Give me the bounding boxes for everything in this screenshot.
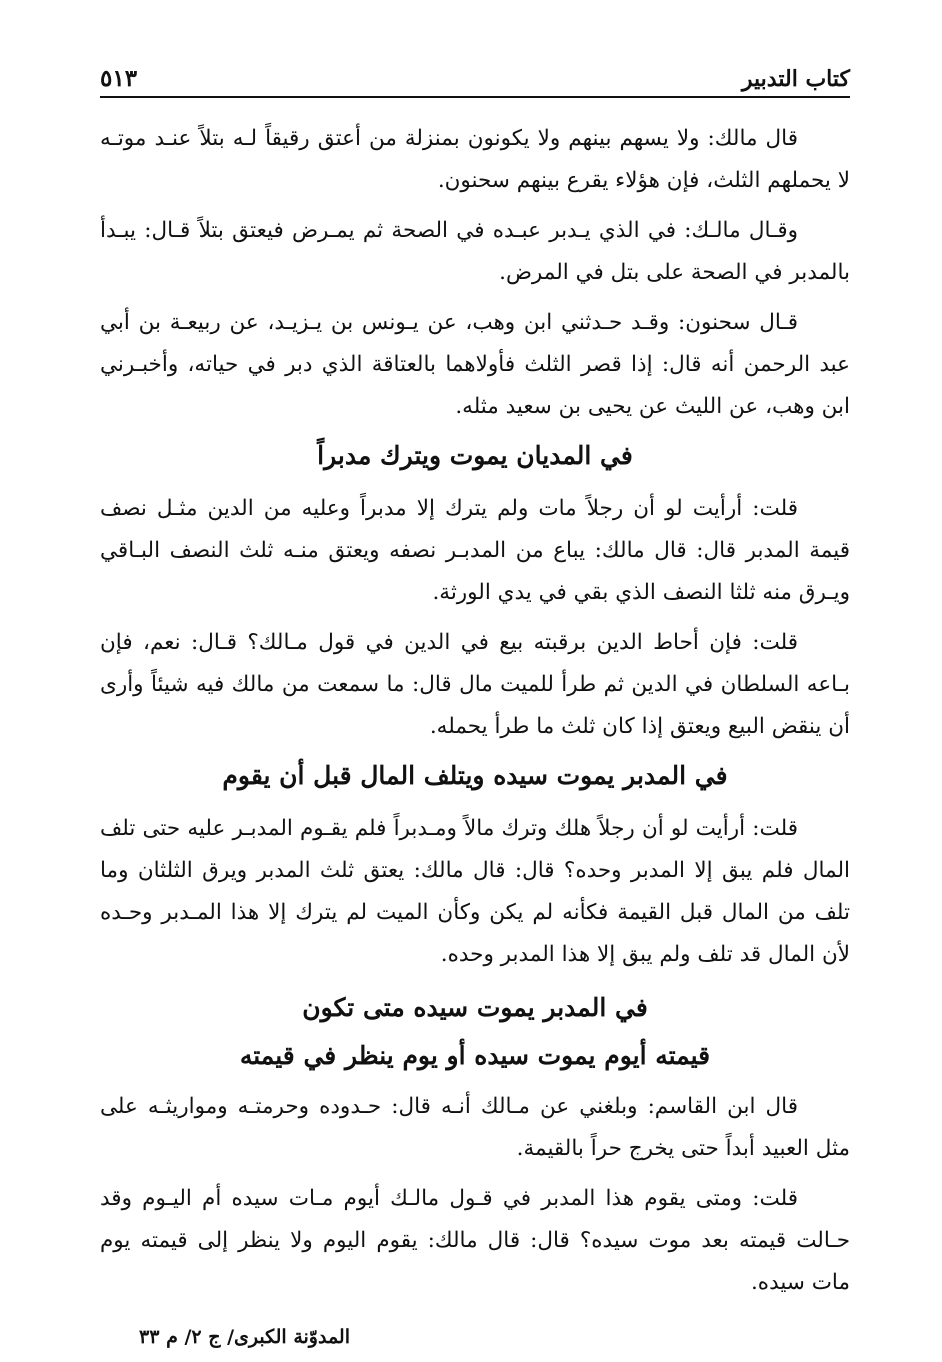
section-heading-3 xyxy=(100,984,850,1080)
paragraph-1: قال مالك: ولا يسهم بينهم ولا يكونون بمنزلة من أعتق رقيقاً لـه بتلاً عنـد موتـه لا يحملهم الثلث، فإن هؤلاء يقرع بينهم سحنون. xyxy=(100,126,850,193)
running-title: كتاب التدبير xyxy=(741,66,850,92)
paragraph-5: قلت: فإن أحاط الدين برقبته بيع في الدين في قول مـالك؟ قـال: نعم، فإن بـاعه السلطان في الدين ثم طرأ للميت مال قال: ما سمعت من مالك فيه شيئاً وأرى أن ينقض البيع ويعتق إذا كان ثلث ما طرأ يحمله. xyxy=(100,630,850,739)
section-heading-1: في المديان يموت ويترك مدبراً xyxy=(317,441,633,470)
page-number: ٥١٣ xyxy=(100,65,138,92)
paragraph-2: وقـال مالـك: في الذي يـدبر عبـده في الصحة ثم يمـرض فيعتق بتلاً قـال: يبـدأ بالمدبر في الصحة على بتل في المرض. xyxy=(100,218,850,285)
paragraph-7: قال ابن القاسم: وبلغني عن مـالك أنـه قال: حـدوده وحرمتـه ومواريثـه على مثل العبيد أبداً حتى يخرج حراً بالقيمة. xyxy=(100,1094,850,1161)
paragraph-8: قلت: ومتى يقوم هذا المدبر في قـول مالـك أيوم مـات سيده أم اليـوم وقد حـالت قيمته بعد موت سيده؟ قال: قال مالك: يقوم اليوم ولا ينظر إلى قيمته يوم مات سيده. xyxy=(100,1186,850,1295)
section-heading-3-line-2: قيمته أيوم يموت سيده أو يوم ينظر في قيمته xyxy=(239,1041,711,1070)
paragraph-6: قلت: أرأيت لو أن رجلاً هلك وترك مالاً ومـدبراً فلم يقـوم المدبـر عليه حتى تلف المال فلم يبق إلا المدبر وحده؟ قال: قال مالك: يعتق ثلث المدبر ويرق الثلثان وما تلف من المال قبل القيمة فكأنه لم يكن وكأن الميت لم يترك إلا هذا المـدبر وحـده لأن المال قد تلف ولم يبق إلا هذا المدبر وحده. xyxy=(100,816,850,967)
section-heading-2: في المدبر يموت سيده ويتلف المال قبل أن يقوم xyxy=(222,761,728,790)
page-body xyxy=(100,118,850,1312)
paragraph-3: قـال سحنون: وقـد حـدثني ابن وهب، عن يـونس بن يـزيـد، عن ربيعـة بن أبي عبد الرحمن أنه قال: إذا قصر الثلث فأولاهما بالعتاقة الذي دبر في حياته، وأخبـرني ابن وهب، عن الليث عن يحيى بن سعيد مثله. xyxy=(100,310,850,419)
page-footer-source: المدوّنة الكبرى/ ج ٢/ م ٣٣ xyxy=(139,1326,350,1348)
paragraph-4: قلت: أرأيت لو أن رجلاً مات ولم يترك إلا مدبراً وعليه من الدين مثـل نصف قيمة المدبر قال: قال مالك: يباع من المدبـر نصفه ويعتق منـه ثلث النصف البـاقي ويـرق منه ثلثا النصف الذي بقي في يدي الورثة. xyxy=(100,496,850,605)
page-header xyxy=(100,58,850,98)
section-heading-3-line-1: في المدبر يموت سيده متى تكون xyxy=(302,993,648,1022)
